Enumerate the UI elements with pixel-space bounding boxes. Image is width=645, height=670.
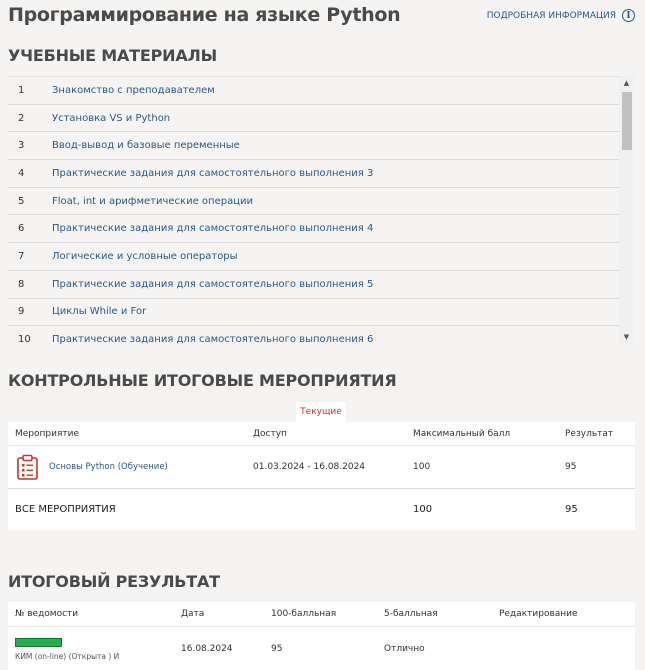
total-label: ВСЕ МЕРОПРИЯТИЯ: [15, 503, 116, 515]
scroll-thumb[interactable]: [622, 92, 632, 150]
col-access: Доступ: [253, 428, 287, 439]
material-item[interactable]: [8, 187, 619, 215]
col-editing: Редактирование: [499, 609, 578, 619]
material-link[interactable]: Практические задания для самостоятельного выполнения 5: [52, 278, 374, 290]
material-number: 5: [18, 195, 25, 207]
material-link[interactable]: Установка VS и Python: [52, 112, 171, 124]
col-max-score: Максимальный балл: [413, 428, 511, 439]
status-bar: [15, 638, 62, 647]
material-link[interactable]: Ввод-вывод и базовые переменные: [52, 140, 240, 152]
material-number: 10: [18, 334, 31, 344]
col-score100: 100-балльная: [271, 609, 337, 619]
material-link[interactable]: Практические задания для самостоятельного выполнения 6: [52, 334, 374, 344]
material-number: 1: [18, 84, 25, 96]
statement-text: КИМ (on-line) (Открыта ) И: [15, 652, 120, 661]
material-link[interactable]: Float, int и арифметические операции: [52, 195, 254, 207]
material-number: 8: [18, 278, 25, 290]
info-link-label[interactable]: ПОДРОБНАЯ ИНФОРМАЦИЯ: [486, 10, 616, 21]
material-number: 2: [18, 112, 25, 124]
material-item[interactable]: [8, 298, 619, 326]
event-row: [8, 446, 635, 489]
material-item[interactable]: [8, 76, 619, 104]
event-max-score: 100: [413, 462, 431, 472]
result-score100: 95: [271, 643, 283, 654]
material-number: 6: [18, 223, 25, 235]
col-statement: № ведомости: [15, 609, 79, 619]
events-table: [8, 422, 635, 530]
material-number: 9: [18, 306, 25, 318]
events-table-header: [8, 422, 635, 446]
clipboard-icon[interactable]: [16, 454, 39, 480]
material-link[interactable]: Логические и условные операторы: [52, 250, 238, 262]
result-score5: Отлично: [384, 643, 425, 654]
event-access: 01.03.2024 - 16.08.2024: [253, 462, 366, 472]
material-item[interactable]: [8, 159, 619, 187]
page-title: Программирование на языке Python: [8, 4, 401, 26]
event-link[interactable]: Основы Python (Обучение): [49, 462, 168, 472]
material-link[interactable]: Практические задания для самостоятельного выполнения 3: [52, 167, 374, 179]
event-result: 95: [565, 462, 577, 472]
material-link[interactable]: Циклы While и For: [52, 306, 147, 318]
materials-scrollbar[interactable]: [619, 76, 634, 344]
scroll-up-arrow-icon[interactable]: ▲: [623, 79, 630, 87]
material-number: 7: [18, 250, 25, 262]
materials-list: [8, 76, 619, 344]
material-item[interactable]: [8, 104, 619, 132]
material-item[interactable]: [8, 270, 619, 298]
materials-section-title: УЧЕБНЫЕ МАТЕРИАЛЫ: [8, 46, 217, 65]
events-total-row: [8, 489, 635, 529]
material-item[interactable]: [8, 242, 619, 270]
info-link[interactable]: [487, 9, 635, 22]
material-number: 3: [18, 140, 25, 152]
page-header: [0, 0, 645, 36]
events-section-title: КОНТРОЛЬНЫЕ ИТОГОВЫЕ МЕРОПРИЯТИЯ: [8, 371, 397, 390]
col-event: Мероприятие: [15, 428, 80, 439]
scroll-down-arrow-icon[interactable]: ▼: [623, 333, 630, 341]
tab-current[interactable]: Текущие: [296, 402, 346, 422]
materials-list-panel: [8, 76, 634, 344]
material-item[interactable]: [8, 214, 619, 242]
col-result: Результат: [565, 428, 614, 439]
info-circle-icon[interactable]: I: [622, 9, 635, 22]
final-section-title: ИТОГОВЫЙ РЕЗУЛЬТАТ: [8, 572, 220, 591]
material-link[interactable]: Знакомство с преподавателем: [52, 84, 215, 96]
statement-cell: [8, 636, 181, 661]
final-result-row: [8, 627, 635, 670]
result-date: 16.08.2024: [181, 643, 233, 654]
event-name-cell: [8, 454, 253, 480]
final-results-table: [8, 602, 635, 670]
material-item[interactable]: [8, 325, 619, 344]
final-table-header: [8, 602, 635, 627]
material-link[interactable]: Практические задания для самостоятельного выполнения 4: [52, 223, 374, 235]
material-item[interactable]: [8, 131, 619, 159]
material-number: 4: [18, 167, 25, 179]
total-max-score: 100: [413, 503, 433, 515]
col-date: Дата: [181, 609, 205, 619]
total-result: 95: [565, 503, 578, 515]
col-score5: 5-балльная: [384, 609, 438, 619]
